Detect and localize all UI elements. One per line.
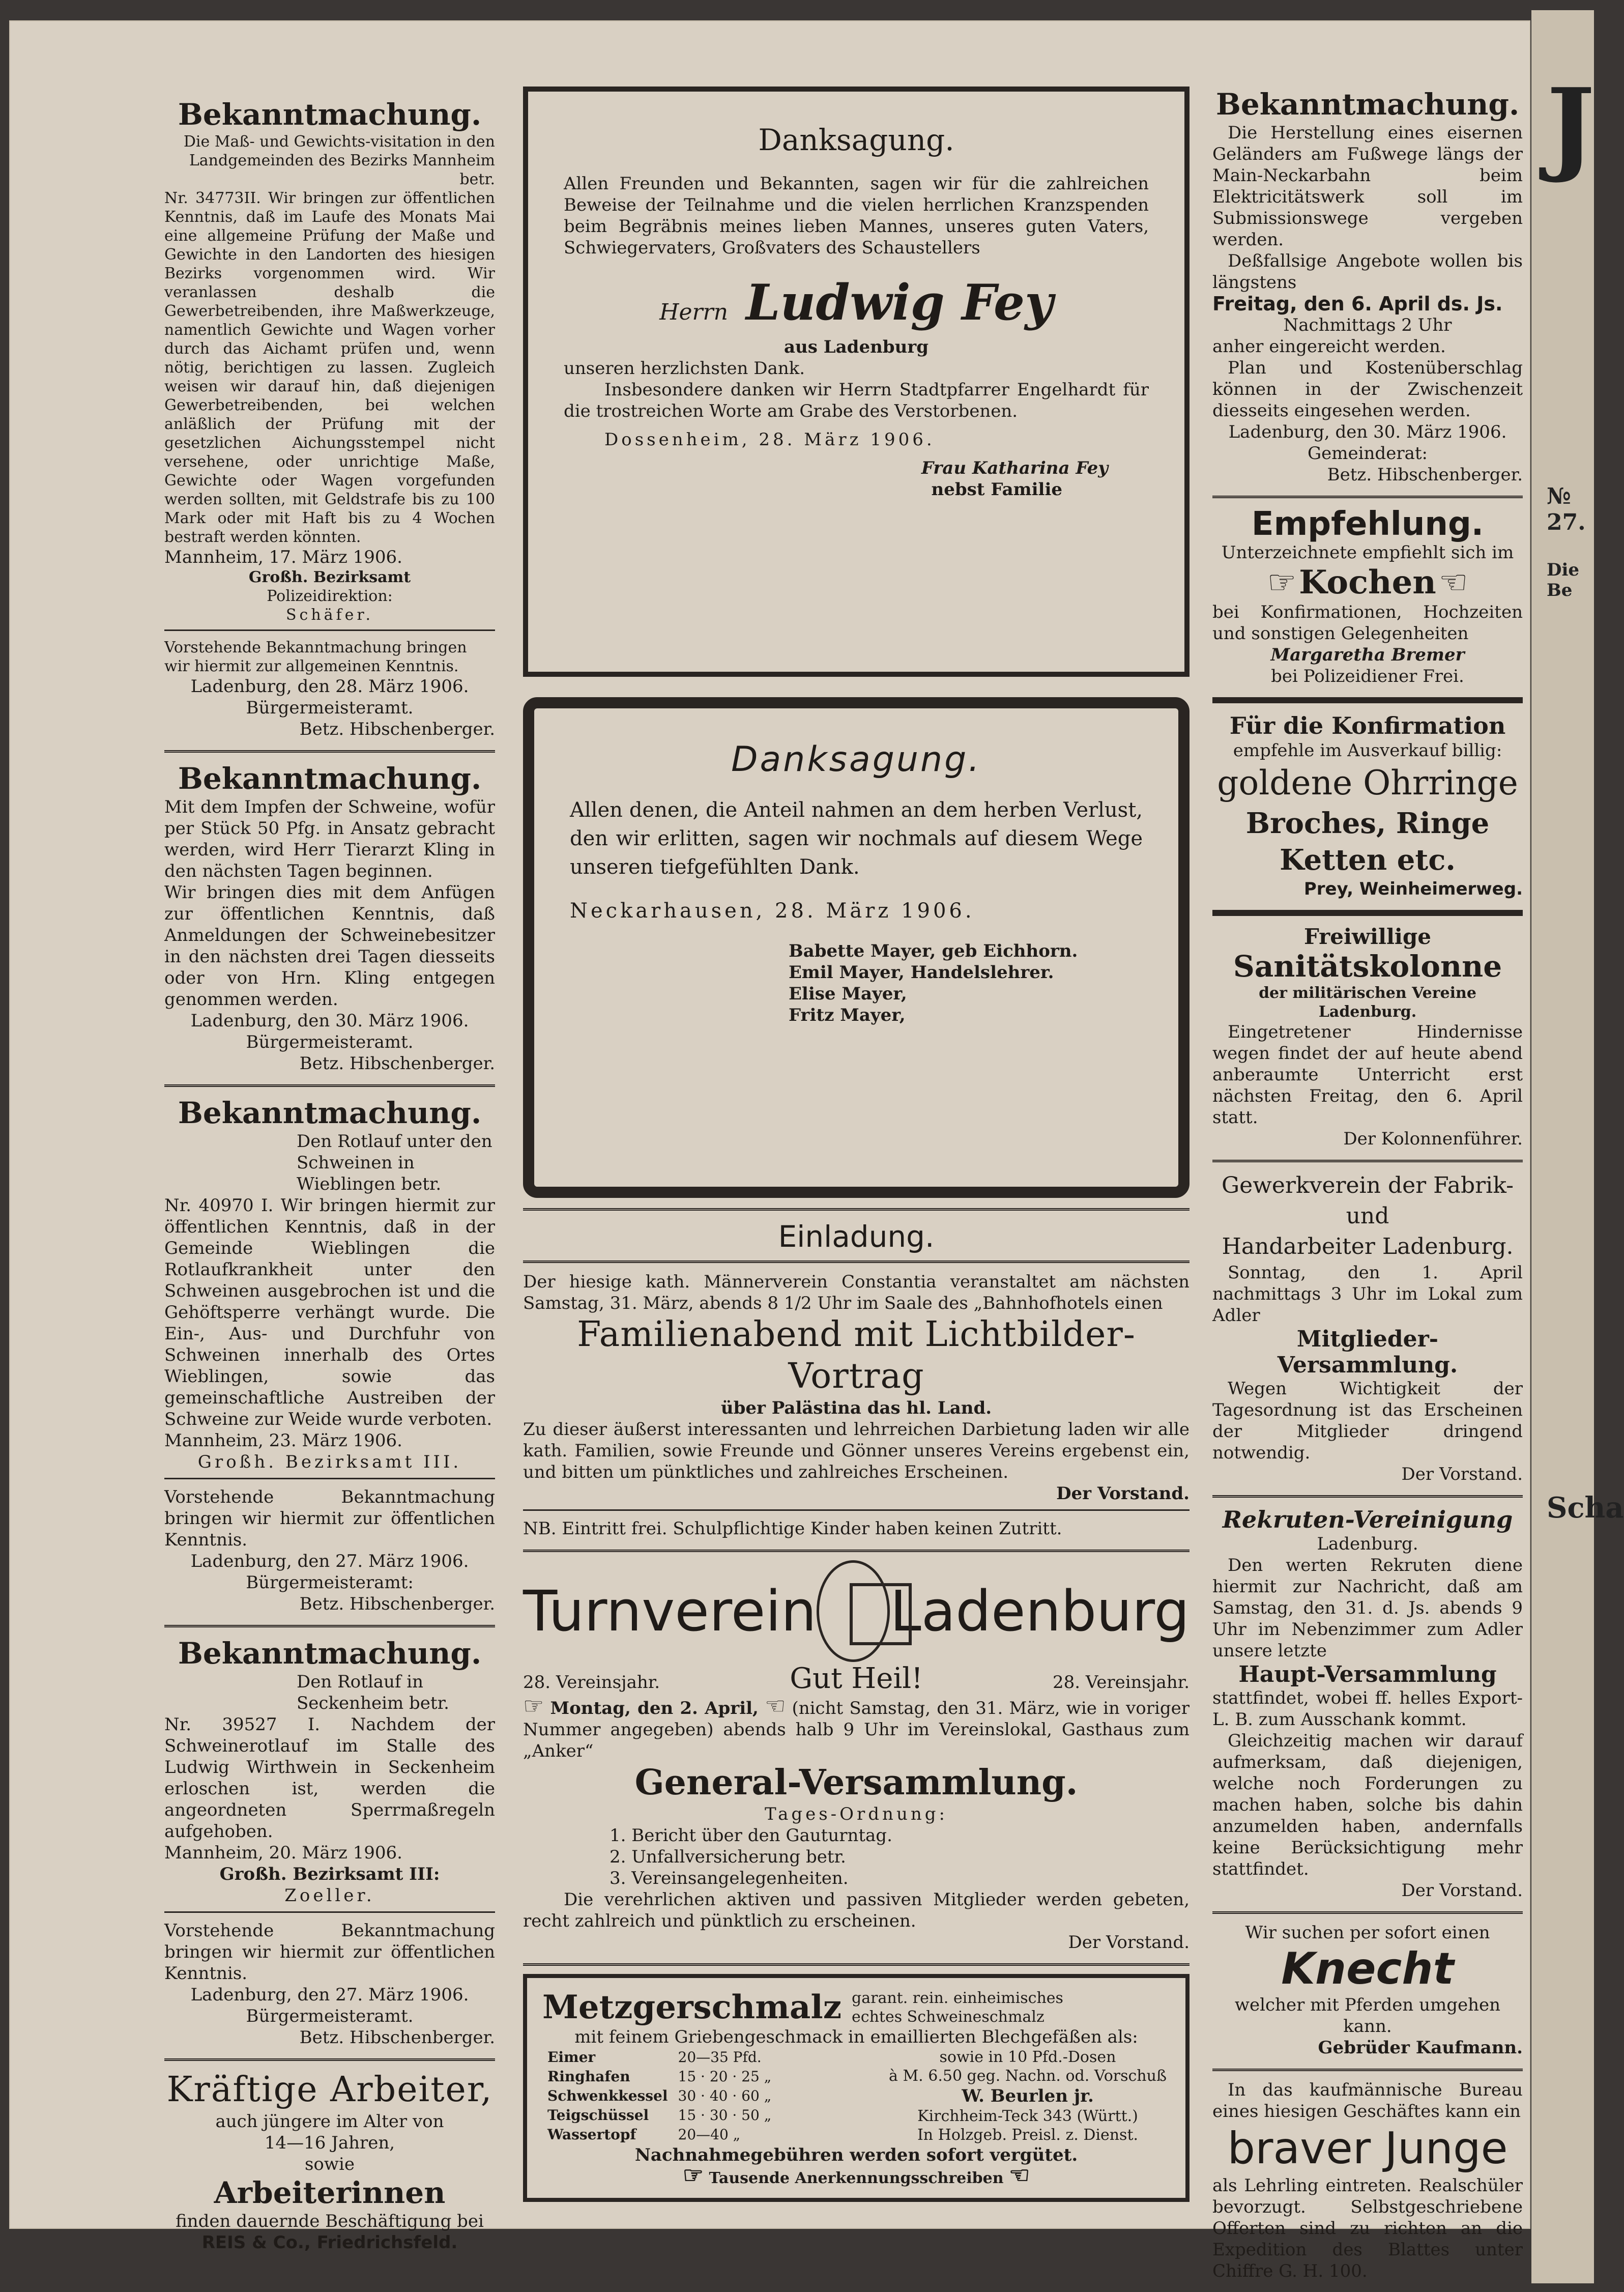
item-name: Ringhafen bbox=[547, 2068, 630, 2085]
metzgerschmalz-title: Metzgerschmalz bbox=[542, 1988, 842, 2026]
ad-name: Margaretha Bremer bbox=[1270, 645, 1465, 665]
divider bbox=[1212, 1160, 1523, 1162]
ad-body: Sonntag, den 1. April nachmittags 3 Uhr im Lokal zum Adler bbox=[1212, 1263, 1523, 1326]
item-amount: 15 · 30 · 50 „ bbox=[678, 2107, 772, 2124]
notice-signature: Polizeidirektion: bbox=[267, 587, 393, 605]
turnverein-year: 28. Vereinsjahr. bbox=[523, 1672, 660, 1693]
notice-date: Mannheim, 23. März 1906. bbox=[164, 1430, 402, 1451]
divider bbox=[164, 2058, 495, 2061]
adjacent-page-edge bbox=[1531, 10, 1624, 2283]
notice-office: Bürgermeisteramt. bbox=[246, 2006, 414, 2026]
notice-body: Die Herstellung eines eisernen Geländers am Fußwege längs der Main-Neckarbahn beim Elektricitätswerk soll im Submissionswege vergeben werden. bbox=[1212, 123, 1523, 250]
seller-address: Kirchheim-Teck 343 (Württ.) bbox=[917, 2107, 1138, 2125]
divider bbox=[164, 1478, 495, 1479]
notice-signer: Betz. Hibschenberger. bbox=[299, 1594, 495, 1614]
einladung-signature: Der Vorstand. bbox=[1056, 1483, 1190, 1504]
turnverein-header bbox=[523, 1560, 1190, 1662]
divider bbox=[164, 1625, 495, 1627]
notice-weights bbox=[164, 97, 495, 740]
divider bbox=[1212, 1495, 1523, 1498]
ad-empfehlung bbox=[1212, 506, 1523, 687]
einladung-title: Einladung. bbox=[778, 1219, 935, 1254]
divider bbox=[164, 629, 495, 631]
ad-headline: Kochen bbox=[1299, 563, 1436, 601]
item-amount: 20—35 Pfd. bbox=[678, 2049, 762, 2066]
ad-line: Wir suchen per sofort einen bbox=[1245, 1923, 1490, 1943]
notice-body: Nr. 34773II. Wir bringen zur öffentlichen Kenntnis, daß im Laufe des Monats Mai eine allgemeine Prüfung der Maße und Gewichte in den Landorten des hiesigen Bezirks vorgenommen wird. Wir veranlassen deshalb die Gewerbetreibenden, ihre Maßwerkzeuge, namentlich Gewichte und Wagen vorher durch das Aichamt prüfen und, wenn nötig, berichtigen zu lassen. Zugleich weisen wir darauf hin, daß diejenigen Gewerbetreibenden, bei welchen anläßlich der Prüfung mit der gesetzlichen Aichungsstempel nicht versehene, oder unrichtige Maße, Gewichte oder Wagen vorgefunden werden sollten, mit Geldstrafe bis zu 100 Mark oder mit Haft bis zu 4 Wochen bestraft werden könnten. bbox=[164, 189, 495, 546]
notice-note: Vorstehende Bekanntmachung bringen wir hiermit zur öffentlichen Kenntnis. bbox=[164, 1921, 495, 1984]
notice-body: Plan und Kostenüberschlag können in der Zwischenzeit diesseits eingesehen werden. bbox=[1212, 358, 1523, 421]
notice-body: Deßfallsige Angebote wollen bis längstens bbox=[1212, 251, 1523, 293]
pointing-hand-icon: ☞ bbox=[523, 1692, 544, 1720]
ad-rekruten bbox=[1212, 1506, 1523, 1901]
spine-letter: J bbox=[1547, 66, 1595, 186]
column-right bbox=[1212, 87, 1523, 2292]
notice-note: Vorstehende Bekanntmachung bringen wir hiermit zur allgemeinen Kenntnis. bbox=[164, 639, 467, 675]
ad-signature: Der Vorstand. bbox=[1401, 1880, 1523, 1901]
divider bbox=[523, 1208, 1190, 1211]
ad-body: Gleichzeitig machen wir darauf aufmerksam, daß diejenigen, welche noch Forderungen zu machen haben, solche bis dahin anzumelden haben, andernfalls keine Berücksichtigung mehr stattfindet. bbox=[1212, 1731, 1523, 1879]
ad-body: Eingetretener Hindernisse wegen findet der auf heute abend anberaumte Unterricht erst nächsten Freitag, den 6. April statt. bbox=[1212, 1022, 1523, 1128]
notice-title: Bekanntmachung. bbox=[1215, 87, 1520, 122]
pointing-hand-icon: ☜ bbox=[1438, 564, 1468, 601]
einladung bbox=[523, 1219, 1190, 1539]
notice-signer: Betz. Hibschenberger. bbox=[1327, 465, 1523, 485]
table-row bbox=[542, 2106, 776, 2125]
table-row bbox=[542, 2067, 776, 2086]
spine-number: № 27. bbox=[1547, 483, 1586, 535]
notice-signature: Schäfer. bbox=[286, 606, 373, 624]
ad-headline: Mitglieder-Versammlung. bbox=[1277, 1326, 1458, 1378]
notice-office: Gemeinderat: bbox=[1308, 443, 1428, 464]
ad-headline: Ketten etc. bbox=[1280, 843, 1456, 877]
divider bbox=[523, 1550, 1190, 1552]
turnverein-greeting: Gut Heil! bbox=[790, 1662, 923, 1695]
ad-konfirmation bbox=[1212, 711, 1523, 900]
column-middle bbox=[523, 87, 1190, 2212]
ad-body: Wegen Wichtigkeit der Tagesordnung ist das Erscheinen der Mitglieder dringend notwendig. bbox=[1212, 1379, 1523, 1463]
item-name: Teigschüssel bbox=[547, 2107, 649, 2124]
divider bbox=[1212, 2069, 1523, 2071]
ad-line: Für die Konfirmation bbox=[1229, 712, 1506, 739]
ad-headline: Empfehlung. bbox=[1251, 505, 1484, 543]
ad-sub: Ladenburg. bbox=[1317, 1534, 1418, 1554]
pointing-hand-icon: ☞ bbox=[1267, 564, 1297, 601]
turnverein-emblem-icon bbox=[817, 1560, 890, 1662]
ad-sub: der militärischen Vereine Ladenburg. bbox=[1259, 984, 1476, 1021]
seller-line: sowie in 10 Pfd.-Dosen bbox=[939, 2048, 1116, 2066]
danksagung-signer: Babette Mayer, geb Eichhorn. bbox=[789, 941, 1078, 961]
table-row bbox=[542, 2048, 776, 2067]
ad-body: Den werten Rekruten diene hiermit zur Nachricht, daß am Samstag, den 31. d. Js. abends 9 Uhr im Nebenzimmer zum Adler unsere letzte bbox=[1212, 1555, 1523, 1661]
agenda-item: 3. Vereinsangelegenheiten. bbox=[610, 1868, 849, 1888]
turnverein-date-line bbox=[523, 1692, 1190, 1762]
notice-place: Ladenburg, den 30. März 1906. bbox=[1228, 422, 1507, 442]
notice-body: Nr. 39527 I. Nachdem der Schweinerotlauf im Stalle des Ludwig Wirthwein in Seckenheim erloschen ist, werden die angeordneten Sperrmaßregeln aufgehoben. bbox=[164, 1714, 495, 1842]
metzgerschmalz-tag: garant. rein. einheimisches echtes Schweineschmalz bbox=[852, 1989, 1063, 2026]
danksagung-signer: Emil Mayer, Handelslehrer. bbox=[789, 962, 1054, 983]
metzgerschmalz-footer: Nachnahmegebühren werden sofort vergütet. bbox=[634, 2145, 1078, 2165]
ad-headline: Sanitätskolonne bbox=[1233, 949, 1502, 984]
ad-body: als Lehrling eintreten. Realschüler bevorzugt. Selbstgeschriebene Offerten sind zu richten an die Expedition des Blattes unter Chiffre G. H. 100. bbox=[1212, 2175, 1523, 2281]
seller-line: à M. 6.50 geg. Nachn. od. Vorschuß bbox=[889, 2067, 1167, 2085]
item-name: Schwenkkessel bbox=[547, 2087, 668, 2104]
danksagung-title: Danksagung. bbox=[731, 739, 981, 780]
notice-rotlauf-seckenheim bbox=[164, 1636, 495, 2048]
turnverein-signature: Der Vorstand. bbox=[1068, 1932, 1190, 1953]
danksagung-place: Neckarhausen, 28. März 1906. bbox=[570, 899, 975, 923]
item-name: Eimer bbox=[547, 2049, 596, 2066]
turnverein-date: Montag, den 2. April, bbox=[550, 1698, 759, 1718]
notice-signature: Großh. Bezirksamt III: bbox=[219, 1864, 440, 1884]
ad-line: welcher mit Pferden umgehen kann. bbox=[1234, 1995, 1501, 2037]
ad-sanitaet bbox=[1212, 924, 1523, 1150]
pointing-hand-icon: ☜ bbox=[765, 1692, 786, 1720]
ad-line: In das kaufmännische Bureau eines hiesigen Geschäftes kann ein bbox=[1212, 2080, 1523, 2122]
ad-headline: Gewerkverein der Fabrik- und bbox=[1222, 1172, 1514, 1229]
danksagung-thanks: unseren herzlichsten Dank. bbox=[564, 358, 805, 379]
danksagung-signer: Elise Mayer, bbox=[789, 984, 907, 1004]
turnverein-agenda bbox=[523, 1825, 1190, 1889]
ad-headline: Knecht bbox=[1281, 1943, 1454, 1994]
ad-headline: Kräftige Arbeiter, bbox=[166, 2070, 493, 2110]
danksagung-title: Danksagung. bbox=[758, 123, 954, 157]
divider bbox=[1212, 496, 1523, 498]
notice-date: Mannheim, 20. März 1906. bbox=[164, 1843, 402, 1863]
price-table bbox=[542, 2048, 776, 2144]
danksagung-fey bbox=[523, 87, 1190, 677]
notice-signer: Betz. Hibschenberger. bbox=[299, 1053, 495, 1074]
notice-signature: Großh. Bezirksamt III. bbox=[197, 1452, 462, 1472]
ad-address: bei Polizeidiener Frei. bbox=[1271, 666, 1464, 686]
turnverein-year: 28. Vereinsjahr. bbox=[1052, 1672, 1190, 1693]
metzgerschmalz-body bbox=[542, 2048, 1170, 2144]
notice-office: Bürgermeisteramt. bbox=[246, 698, 414, 718]
notice-signature: Zoeller. bbox=[284, 1885, 375, 1906]
ad-headline: Freiwillige bbox=[1304, 924, 1431, 949]
item-amount: 20—40 „ bbox=[678, 2126, 741, 2143]
danksagung-body: Allen denen, die Anteil nahmen an dem herben Verlust, den wir erlitten, sagen wir nochmals auf diesem Wege unseren tiefgefühlten Dank. bbox=[570, 798, 1143, 879]
ad-headline: Arbeiterinnen bbox=[214, 2175, 446, 2210]
divider bbox=[523, 1963, 1190, 1966]
ad-company: REIS & Co., Friedrichsfeld. bbox=[201, 2232, 458, 2253]
notice-office: Bürgermeisteramt. bbox=[246, 1032, 414, 1052]
turnverein-body: Die verehrlichen aktiven und passiven Mitglieder werden gebeten, recht zahlreich und pünktlich zu erscheinen. bbox=[523, 1889, 1190, 1931]
turnverein-agenda-title: Tages-Ordnung: bbox=[765, 1804, 948, 1824]
notice-title: Bekanntmachung. bbox=[178, 97, 482, 132]
seller-note: In Holzgeb. Preisl. z. Dienst. bbox=[917, 2126, 1139, 2144]
turnverein-body: (nicht Samstag, den 31. März, wie in voriger Nummer angegeben) abends halb 9 Uhr im Vereinslokal, Gasthaus zum „Anker“ bbox=[523, 1698, 1190, 1761]
seller-name: W. Beurlen jr. bbox=[962, 2086, 1094, 2106]
ad-line: empfehle im Ausverkauf billig: bbox=[1233, 740, 1502, 761]
metzgerschmalz-sub: mit feinem Griebengeschmack in emaillierten Blechgefäßen als: bbox=[574, 2027, 1138, 2047]
danksagung-from: aus Ladenburg bbox=[784, 337, 929, 357]
ad-headline: Handarbeiter Ladenburg. bbox=[1222, 1234, 1514, 1259]
ad-line: Unterzeichnete empfiehlt sich im bbox=[1221, 542, 1514, 563]
item-name: Wassertopf bbox=[547, 2126, 636, 2143]
ad-workers bbox=[164, 2069, 495, 2253]
metzgerschmalz-seller bbox=[885, 2048, 1170, 2144]
ad-headline: goldene Ohrringe bbox=[1217, 763, 1518, 803]
ad-line: bei Konfirmationen, Hochzeiten und sonstigen Gelegenheiten bbox=[1212, 602, 1523, 644]
ad-headline: Broches, Ringe bbox=[1245, 807, 1490, 840]
danksagung-herrn: Herrn bbox=[659, 299, 728, 325]
notice-body: Wir bringen dies mit dem Anfügen zur öffentlichen Kenntnis, daß Anmeldungen der Schweinebesitzer in den nächsten drei Tagen diesseits oder von Hrn. Kling entgegen genommen werden. bbox=[164, 882, 495, 1010]
notice-subject: Den Rotlauf in Seckenheim betr. bbox=[297, 1672, 449, 1713]
notice-place: Ladenburg, den 27. März 1906. bbox=[190, 1985, 469, 2005]
column-left bbox=[164, 97, 495, 2264]
divider bbox=[164, 750, 495, 753]
notice-note: Vorstehende Bekanntmachung bringen wir hiermit zur öffentlichen Kenntnis. bbox=[164, 1487, 495, 1550]
ad-line: 14—16 Jahren, bbox=[264, 2133, 395, 2153]
einladung-body: Zu dieser äußerst interessanten und lehrreichen Darbietung laden wir alle kath. Familien, sowie Freunde und Gönner unseres Vereins ergebenst ein, und bitten um pünktliches und zahlreiches Erscheinen. bbox=[523, 1419, 1190, 1482]
notice-vaccination bbox=[164, 761, 495, 1074]
ad-line: finden dauernde Beschäftigung bei bbox=[176, 2211, 484, 2231]
ad-signature: Der Kolonnenführer. bbox=[1343, 1129, 1523, 1149]
divider bbox=[1212, 697, 1523, 703]
pointing-hand-icon: ☞ bbox=[682, 2161, 704, 2189]
notice-body: anher eingereicht werden. bbox=[1212, 336, 1446, 357]
item-amount: 30 · 40 · 60 „ bbox=[678, 2087, 772, 2104]
danksagung-mayer bbox=[523, 697, 1190, 1198]
ad-name: Gebrüder Kaufmann. bbox=[1318, 2038, 1523, 2058]
divider bbox=[1212, 910, 1523, 916]
divider bbox=[1212, 1911, 1523, 1914]
notice-gelaender bbox=[1212, 87, 1523, 485]
danksagung-body: Insbesondere danken wir Herrn Stadtpfarrer Engelhardt für die trostreichen Worte am Grabe des Verstorbenen. bbox=[564, 380, 1149, 421]
ad-address: Prey, Weinheimerweg. bbox=[1303, 879, 1523, 899]
notice-date: Freitag, den 6. April ds. Js. bbox=[1212, 293, 1503, 315]
notice-title: Bekanntmachung. bbox=[178, 761, 482, 796]
spine-heading: Die Be bbox=[1547, 560, 1580, 600]
notice-rotlauf-wieblingen bbox=[164, 1095, 495, 1615]
notice-place: Ladenburg, den 30. März 1906. bbox=[190, 1011, 469, 1031]
danksagung-name: Ludwig Fey bbox=[746, 274, 1053, 331]
danksagung-body: Allen Freunden und Bekannten, sagen wir für die zahlreichen Beweise der Teilnahme und die vielen herrlichen Kranzspenden beim Begräbnis meines lieben Mannes, unseres guten Vaters, Schwiegervaters, Großvaters des Schaustellers bbox=[564, 174, 1149, 258]
notice-date: Mannheim, 17. März 1906. bbox=[164, 547, 402, 567]
danksagung-signature: Frau Katharina Fey bbox=[921, 458, 1108, 478]
notice-time: Nachmittags 2 Uhr bbox=[1283, 315, 1452, 335]
ad-line: auch jüngere im Alter von bbox=[215, 2111, 444, 2132]
metzgerschmalz-footer-line bbox=[542, 2161, 1170, 2189]
divider bbox=[164, 1911, 495, 1913]
agenda-item: 1. Bericht über den Gauturntag. bbox=[610, 1825, 892, 1846]
ad-signature: Der Vorstand. bbox=[1401, 1464, 1523, 1484]
divider bbox=[523, 1260, 1190, 1263]
danksagung-signer: Fritz Mayer, bbox=[789, 1005, 906, 1025]
danksagung-signature: nebst Familie bbox=[931, 479, 1062, 500]
einladung-headline: Familienabend mit Lichtbilder-Vortrag bbox=[577, 1314, 1136, 1396]
notice-signer: Betz. Hibschenberger. bbox=[299, 719, 495, 739]
notice-title: Bekanntmachung. bbox=[178, 1096, 482, 1130]
turnverein-yearline bbox=[523, 1662, 1190, 1695]
ad-headline: Rekruten-Vereinigung bbox=[1222, 1506, 1513, 1533]
ad-cooking-line bbox=[1212, 563, 1523, 601]
ad-headline: braver Junge bbox=[1227, 2123, 1508, 2174]
pointing-hand-icon: ☜ bbox=[1009, 2161, 1030, 2189]
item-amount: 15 · 20 · 25 „ bbox=[678, 2068, 772, 2085]
notice-subject: Den Rotlauf unter den Schweinen in Wieblingen betr. bbox=[297, 1131, 492, 1194]
ad-headline: Haupt-Versammlung bbox=[1238, 1661, 1497, 1687]
notice-place: Ladenburg, den 28. März 1906. bbox=[190, 676, 469, 697]
turnverein-left: Turnverein bbox=[523, 1579, 817, 1644]
turnverein-right: Ladenburg bbox=[890, 1579, 1190, 1644]
spine-heading: Scha bbox=[1547, 1491, 1624, 1525]
metzgerschmalz-header bbox=[542, 1988, 1170, 2026]
notice-body: Nr. 40970 I. Wir bringen hiermit zur öffentlichen Kenntnis, daß in der Gemeinde Wieblingen die Rotlaufkrankheit unter den Schweinen ausgebrochen ist und die Gehöftsperre verhängt wurde. Die Ein-, Aus- und Durchfuhr von Schweinen innerhalb des Ortes Wieblingen, sowie das gemeinschaftliche Austreiben der Schweine zur Weide wurde verboten. bbox=[164, 1195, 495, 1429]
notice-signature: Großh. Bezirksamt bbox=[248, 568, 411, 586]
turnverein bbox=[523, 1560, 1190, 1953]
notice-body: Mit dem Impfen der Schweine, wofür per Stück 50 Pfg. in Ansatz gebracht werden, wird Herr Tierarzt Kling in den nächsten Tagen beginnen. bbox=[164, 797, 495, 881]
ad-lehrling bbox=[1212, 2079, 1523, 2282]
table-row bbox=[542, 2086, 776, 2106]
notice-signer: Betz. Hibschenberger. bbox=[299, 2027, 495, 2048]
notice-place: Ladenburg, den 27. März 1906. bbox=[190, 1551, 469, 1571]
divider bbox=[523, 1509, 1190, 1511]
einladung-sub: über Palästina das hl. Land. bbox=[720, 1398, 992, 1418]
newspaper-page bbox=[9, 20, 1530, 2281]
ad-body: stattfindet, wobei ff. helles Export-L. B. zum Ausschank kommt. bbox=[1212, 1688, 1523, 1730]
ad-knecht bbox=[1212, 1922, 1523, 2058]
metzgerschmalz-footer: Tausende Anerkennungsschreiben bbox=[709, 2169, 1004, 2187]
danksagung-name-line bbox=[564, 274, 1149, 331]
notice-office: Bürgermeisteramt: bbox=[246, 1572, 414, 1593]
agenda-item: 2. Unfallversicherung betr. bbox=[610, 1847, 846, 1867]
einladung-note: NB. Eintritt frei. Schulpflichtige Kinder haben keinen Zutritt. bbox=[523, 1519, 1062, 1539]
metzgerschmalz bbox=[523, 1974, 1190, 2202]
notice-subject: Die Maß- und Gewichts-visitation in den Landgemeinden des Bezirks Mannheim betr. bbox=[183, 133, 495, 188]
ad-line: sowie bbox=[304, 2154, 355, 2174]
table-row bbox=[542, 2125, 776, 2144]
danksagung-place: Dossenheim, 28. März 1906. bbox=[604, 429, 935, 450]
divider bbox=[164, 1084, 495, 1087]
notice-title: Bekanntmachung. bbox=[178, 1636, 482, 1671]
danksagung-names bbox=[570, 940, 1143, 1026]
einladung-intro: Der hiesige kath. Männerverein Constantia veranstaltet am nächsten Samstag, 31. März, abends 8 1/2 Uhr im Saale des „Bahnhofhotels einen bbox=[523, 1272, 1190, 1313]
turnverein-headline: General-Versammlung. bbox=[634, 1762, 1078, 1803]
ad-gewerkverein bbox=[1212, 1170, 1523, 1485]
